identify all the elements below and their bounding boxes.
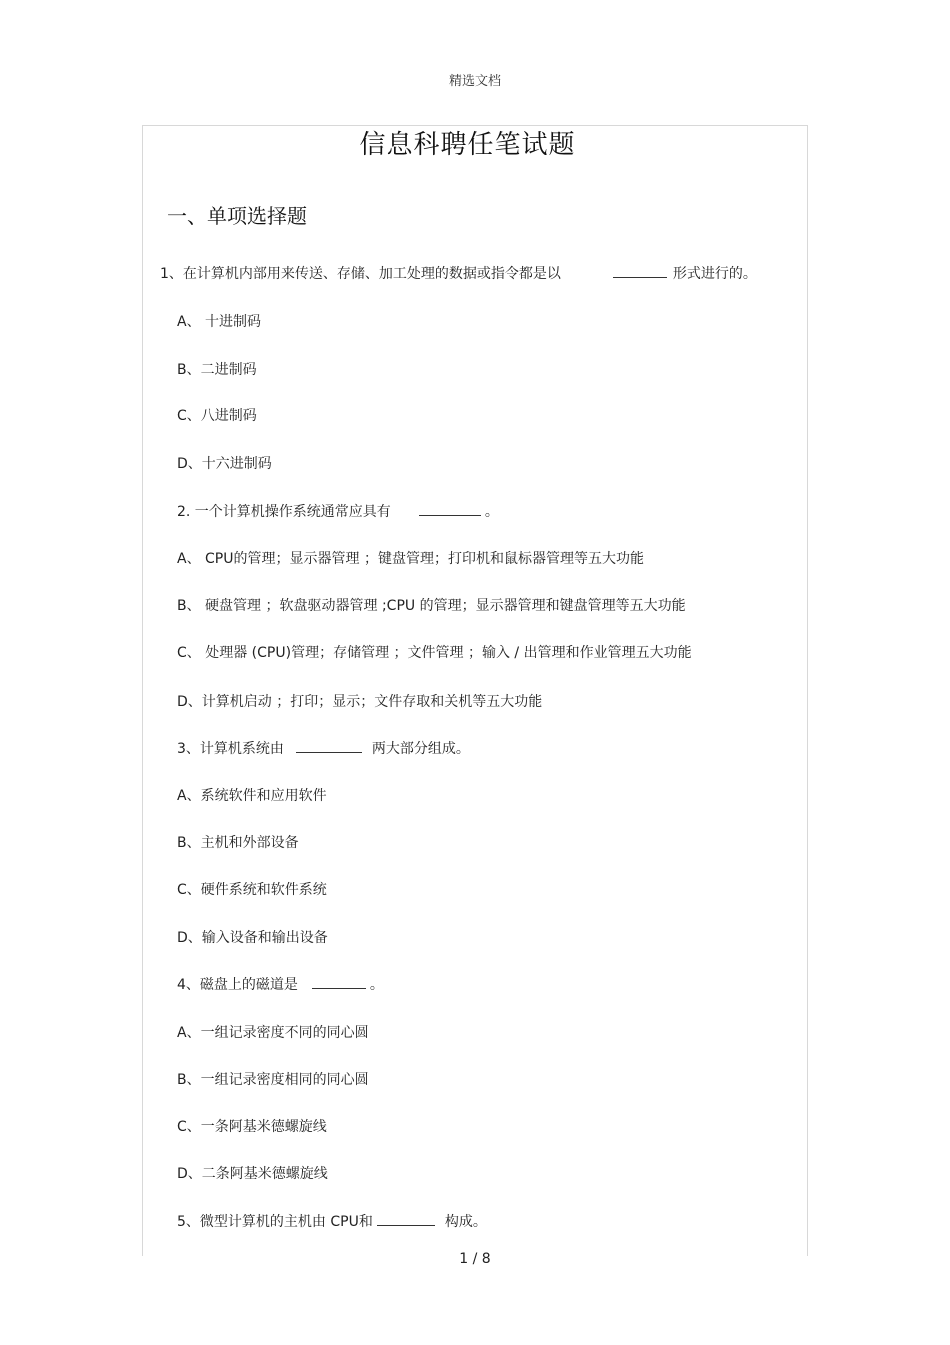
answer-blank (419, 503, 481, 516)
question-5-tail: 构成。 (444, 1214, 487, 1230)
question-2 (177, 501, 499, 521)
question-3 (177, 738, 470, 758)
q1-option-a: A、 十进制码 (177, 314, 262, 330)
question-3-stem: 3、计算机系统由 (177, 741, 284, 757)
q3-option-d: D、输入设备和输出设备 (177, 930, 328, 946)
answer-blank (613, 265, 667, 278)
q2-option-b: B、 硬盘管理 ；软盘驱动器管理 ;CPU 的管理；显示器管理和键盘管理等五大功能 (177, 598, 686, 614)
page-header: 精选文档 (448, 74, 501, 89)
q3-option-c: C、硬件系统和软件系统 (177, 882, 327, 898)
page-number: 1 / 8 (459, 1251, 491, 1267)
document-title: 信息科聘任笔试题 (359, 130, 576, 160)
q4-option-c: C、一条阿基米德螺旋线 (177, 1119, 327, 1135)
q3-option-b: B、主机和外部设备 (177, 835, 299, 851)
q1-option-d: D、十六进制码 (177, 456, 272, 472)
question-4-stem: 4、磁盘上的磁道是 (177, 977, 298, 993)
q2-option-c: C、 处理器 (CPU)管理；存储管理 ；文件管理 ；输入 / 出管理和作业管理五大功能 (177, 645, 692, 661)
question-1-tail: 形式进行的。 (672, 266, 757, 282)
answer-blank (312, 976, 366, 989)
question-1-stem: 1、在计算机内部用来传送、存储、加工处理的数据或指令都是以 (160, 266, 561, 282)
q4-option-b: B、一组记录密度相同的同心圆 (177, 1072, 369, 1088)
q4-option-d: D、二条阿基米德螺旋线 (177, 1166, 328, 1182)
q2-option-d: D、计算机启动 ；打印；显示；文件存取和关机等五大功能 (177, 694, 543, 710)
q1-option-b: B、二进制码 (177, 362, 257, 378)
question-2-tail: 。 (484, 504, 499, 520)
question-5-stem: 5、微型计算机的主机由 CPU和 (177, 1214, 373, 1230)
section-heading: 一、单项选择题 (167, 204, 307, 228)
question-5 (177, 1211, 487, 1231)
question-4-tail: 。 (369, 977, 384, 993)
q1-option-c: C、八进制码 (177, 408, 257, 424)
question-2-stem: 2. 一个计算机操作系统通常应具有 (177, 504, 391, 520)
question-4 (177, 974, 384, 994)
q4-option-a: A、一组记录密度不同的同心圆 (177, 1025, 369, 1041)
answer-blank (296, 740, 362, 753)
q2-option-a: A、 CPU的管理；显示器管理 ；键盘管理；打印机和鼠标器管理等五大功能 (177, 551, 644, 567)
question-3-tail: 两大部分组成。 (371, 741, 470, 757)
answer-blank (377, 1213, 435, 1226)
question-1 (160, 263, 757, 283)
q3-option-a: A、系统软件和应用软件 (177, 788, 327, 804)
